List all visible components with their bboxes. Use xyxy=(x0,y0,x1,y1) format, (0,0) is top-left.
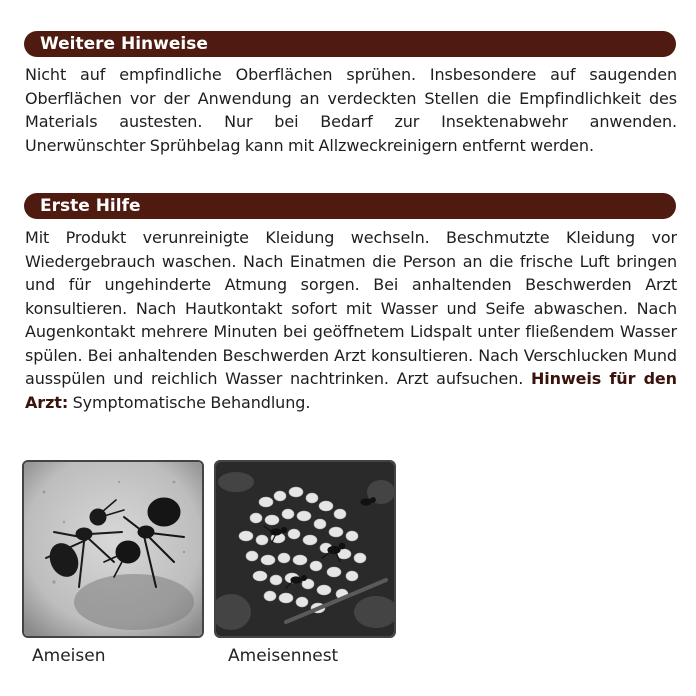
section-text-weitere-hinweise: Nicht auf empfindliche Oberflächen sprühen. Insbesondere auf saugenden Oberflächen vor der Anwendung an verdeckten Stellen die Empfindlichkeit des Materials austesten. Nur bei Bedarf zur Insektenabwehr anwenden. Unerwünschter Sprühbelag kann mit Allzweckreinigern entfernt werden. xyxy=(25,65,677,155)
ant-nest-photo xyxy=(214,460,396,638)
section-heading-label: Erste Hilfe xyxy=(40,196,141,216)
section-heading-weitere-hinweise xyxy=(24,31,676,57)
ants-caption: Ameisen xyxy=(32,646,106,666)
ants-image xyxy=(24,462,202,636)
ant-nest-image xyxy=(216,462,394,636)
section-heading-label: Weitere Hinweise xyxy=(40,34,208,54)
section-heading-erste-hilfe xyxy=(24,193,676,219)
doctor-note-label: Hinweis für den Arzt: xyxy=(25,369,677,412)
ant-nest-caption: Ameisennest xyxy=(228,646,339,666)
first-aid-text: Mit Produkt verunreinigte Kleidung wechseln. Beschmutzte Kleidung vor Wiedergebrauch waschen. Nach Einatmen die Person an die frische Luft bringen und für ungehinderte Atmung sorgen. Bei anhaltenden Beschwerden Arzt konsultieren. Nach Hautkontakt sofort mit Wasser und Seife abwaschen. Nach Augenkontakt mehrere Minuten bei geöffnetem Lidspalt unter fließendem Wasser spülen. Bei anhaltenden Beschwerden Arzt konsultieren. Nach Verschlucken Mund ausspülen und reichlich Wasser nachtrinken. Arzt aufsuchen. xyxy=(25,228,677,388)
first-aid-text-end: Symptomatische Behandlung. xyxy=(68,392,311,412)
section-text-erste-hilfe xyxy=(25,226,677,414)
ants-photo xyxy=(22,460,204,638)
